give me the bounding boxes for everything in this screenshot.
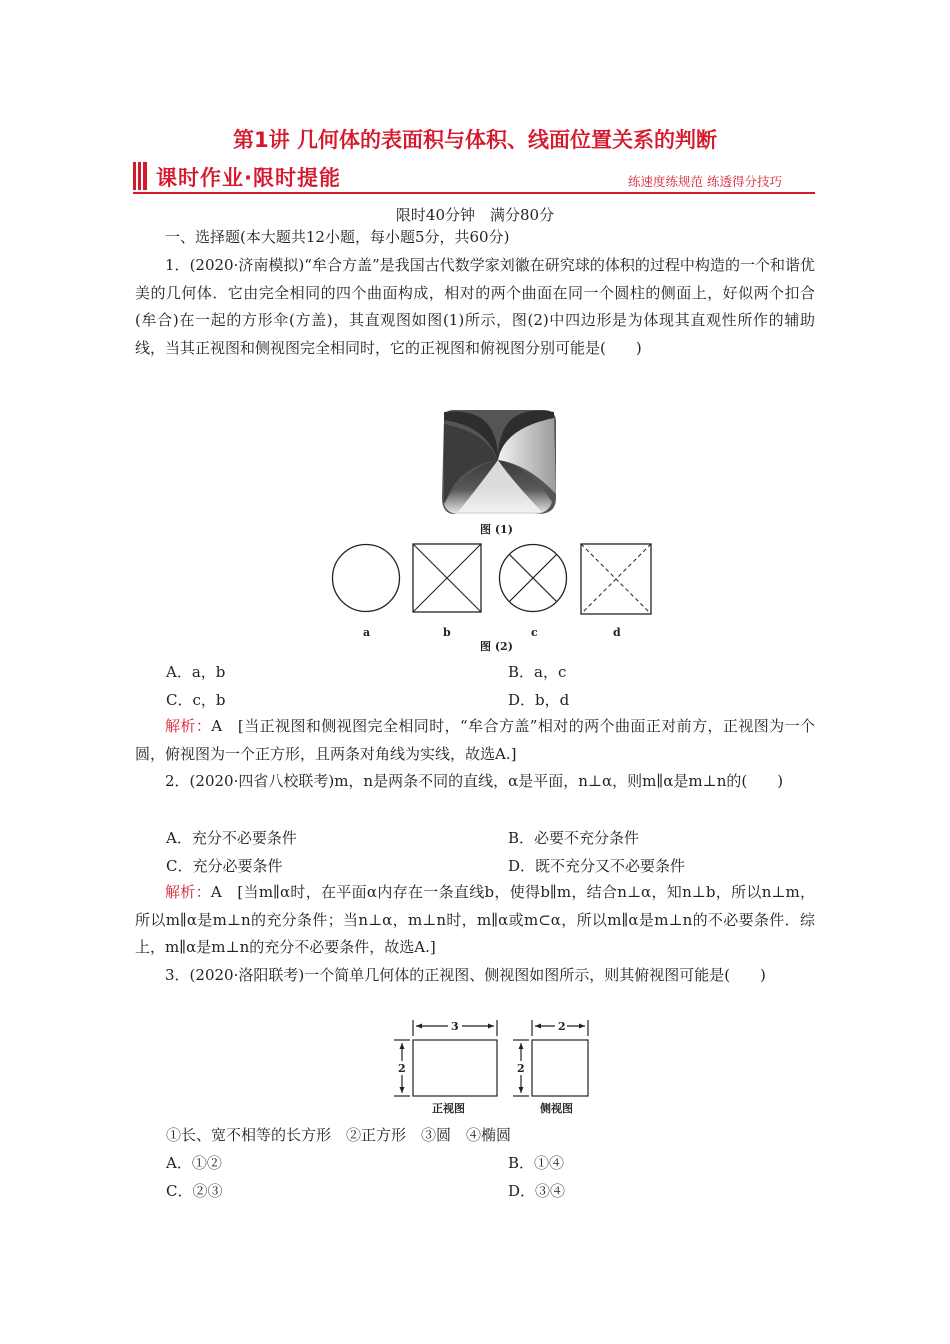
q2-analysis-text: A [当m∥α时，在平面α内存在一条直线b，使得b∥m，结合n⊥α，知n⊥b，所以n⊥m，所以m∥α是m⊥n的充分条件；当n⊥α，m⊥n时，m∥α或m⊂α，所以m∥α是m⊥n的不必要条件．综上，m∥α是m⊥n的充分不必要条件，故选A.] (135, 883, 815, 957)
page-title: 第1讲 几何体的表面积与体积、线面位置关系的判断 (233, 128, 717, 152)
figure-2d-square-dashed-diagonals (581, 544, 651, 614)
q1-option-b: B．a，c (508, 663, 567, 681)
front-view-caption: 正视图 (432, 1102, 465, 1115)
figure-2 (328, 540, 658, 640)
figure-3-views (392, 1018, 594, 1118)
q2-option-c: C．充分必要条件 (166, 857, 283, 875)
banner-right-text: 练速度练规范 练透得分技巧 (628, 174, 782, 189)
figure-2c-circle-with-cross (500, 545, 567, 612)
q1-analysis-text: A [当正视图和侧视图完全相同时，“牟合方盖”相对的两个曲面正对前方，正视图为一个圆，俯视图为一个正方形，且两条对角线为实线，故选A.] (135, 717, 815, 763)
front-view-width-label: 3 (451, 1020, 459, 1033)
side-view-height-label: 2 (517, 1062, 525, 1075)
q2-analysis (135, 879, 815, 962)
q2-option-d: D．既不充分又不必要条件 (508, 857, 686, 875)
question-2-text: 2．(2020·四省八校联考)m，n是两条不同的直线，α是平面，n⊥α，则m∥α是m⊥n的( ) (165, 772, 784, 790)
q3-option-a: A．①② (166, 1154, 222, 1172)
figure-2a-circle (333, 545, 400, 612)
banner-underline (133, 192, 815, 194)
q3-option-b: B．①④ (508, 1154, 565, 1172)
time-limit: 限时40分钟 满分80分 (395, 206, 555, 224)
figure-2c-label: c (531, 626, 538, 639)
side-view-width-label: 2 (558, 1020, 566, 1033)
q3-option-c: C．②③ (166, 1182, 223, 1200)
q1-analysis (135, 713, 815, 768)
figure-2b-label: b (443, 626, 451, 639)
figure-1-mouhe-fanggai (438, 408, 560, 516)
banner-left-text: 课时作业·限时提能 (156, 166, 341, 190)
figure-1-caption: 图 (1) (480, 523, 513, 536)
q3-choices-line: ①长、宽不相等的长方形 ②正方形 ③圆 ④椭圆 (166, 1126, 512, 1144)
q1-option-c: C．c，b (166, 691, 226, 709)
side-view-caption: 侧视图 (540, 1102, 573, 1115)
question-1-text: 1．(2020·济南模拟)“牟合方盖”是我国古代数学家刘徽在研究球的体积的过程中构造的一个和谐优美的几何体．它由完全相同的四个曲面构成，相对的两个曲面在同一个圆柱的侧面上，好似两个扣合(牟合)在一起的方形伞(方盖)，其直观图如图(1)所示，图(2)中四边形是为体现其直观性所作的辅助线，当其正视图和侧视图完全相同时，它的正视图和俯视图分别可能是( ) (135, 256, 815, 357)
figure-2a-label: a (363, 626, 371, 639)
q1-option-a: A．a，b (166, 663, 226, 681)
figure-2b-square-solid-diagonals (413, 544, 481, 612)
q2-option-b: B．必要不充分条件 (508, 829, 640, 847)
front-view-height-label: 2 (398, 1062, 406, 1075)
figure-2d-label: d (613, 626, 621, 639)
q2-analysis-label: 解析： (165, 883, 211, 901)
banner-bars (133, 162, 147, 190)
figure-2-caption: 图 (2) (480, 640, 513, 653)
q1-analysis-label: 解析： (165, 717, 212, 735)
q1-option-d: D．b，d (508, 691, 570, 709)
section-heading: 一、选择题(本大题共12小题，每小题5分，共60分) (165, 228, 510, 246)
q3-option-d: D．③④ (508, 1182, 566, 1200)
q2-option-a: A．充分不必要条件 (166, 829, 297, 847)
question-3-text: 3．(2020·洛阳联考)一个简单几何体的正视图、侧视图如图所示，则其俯视图可能是( ) (165, 966, 766, 984)
